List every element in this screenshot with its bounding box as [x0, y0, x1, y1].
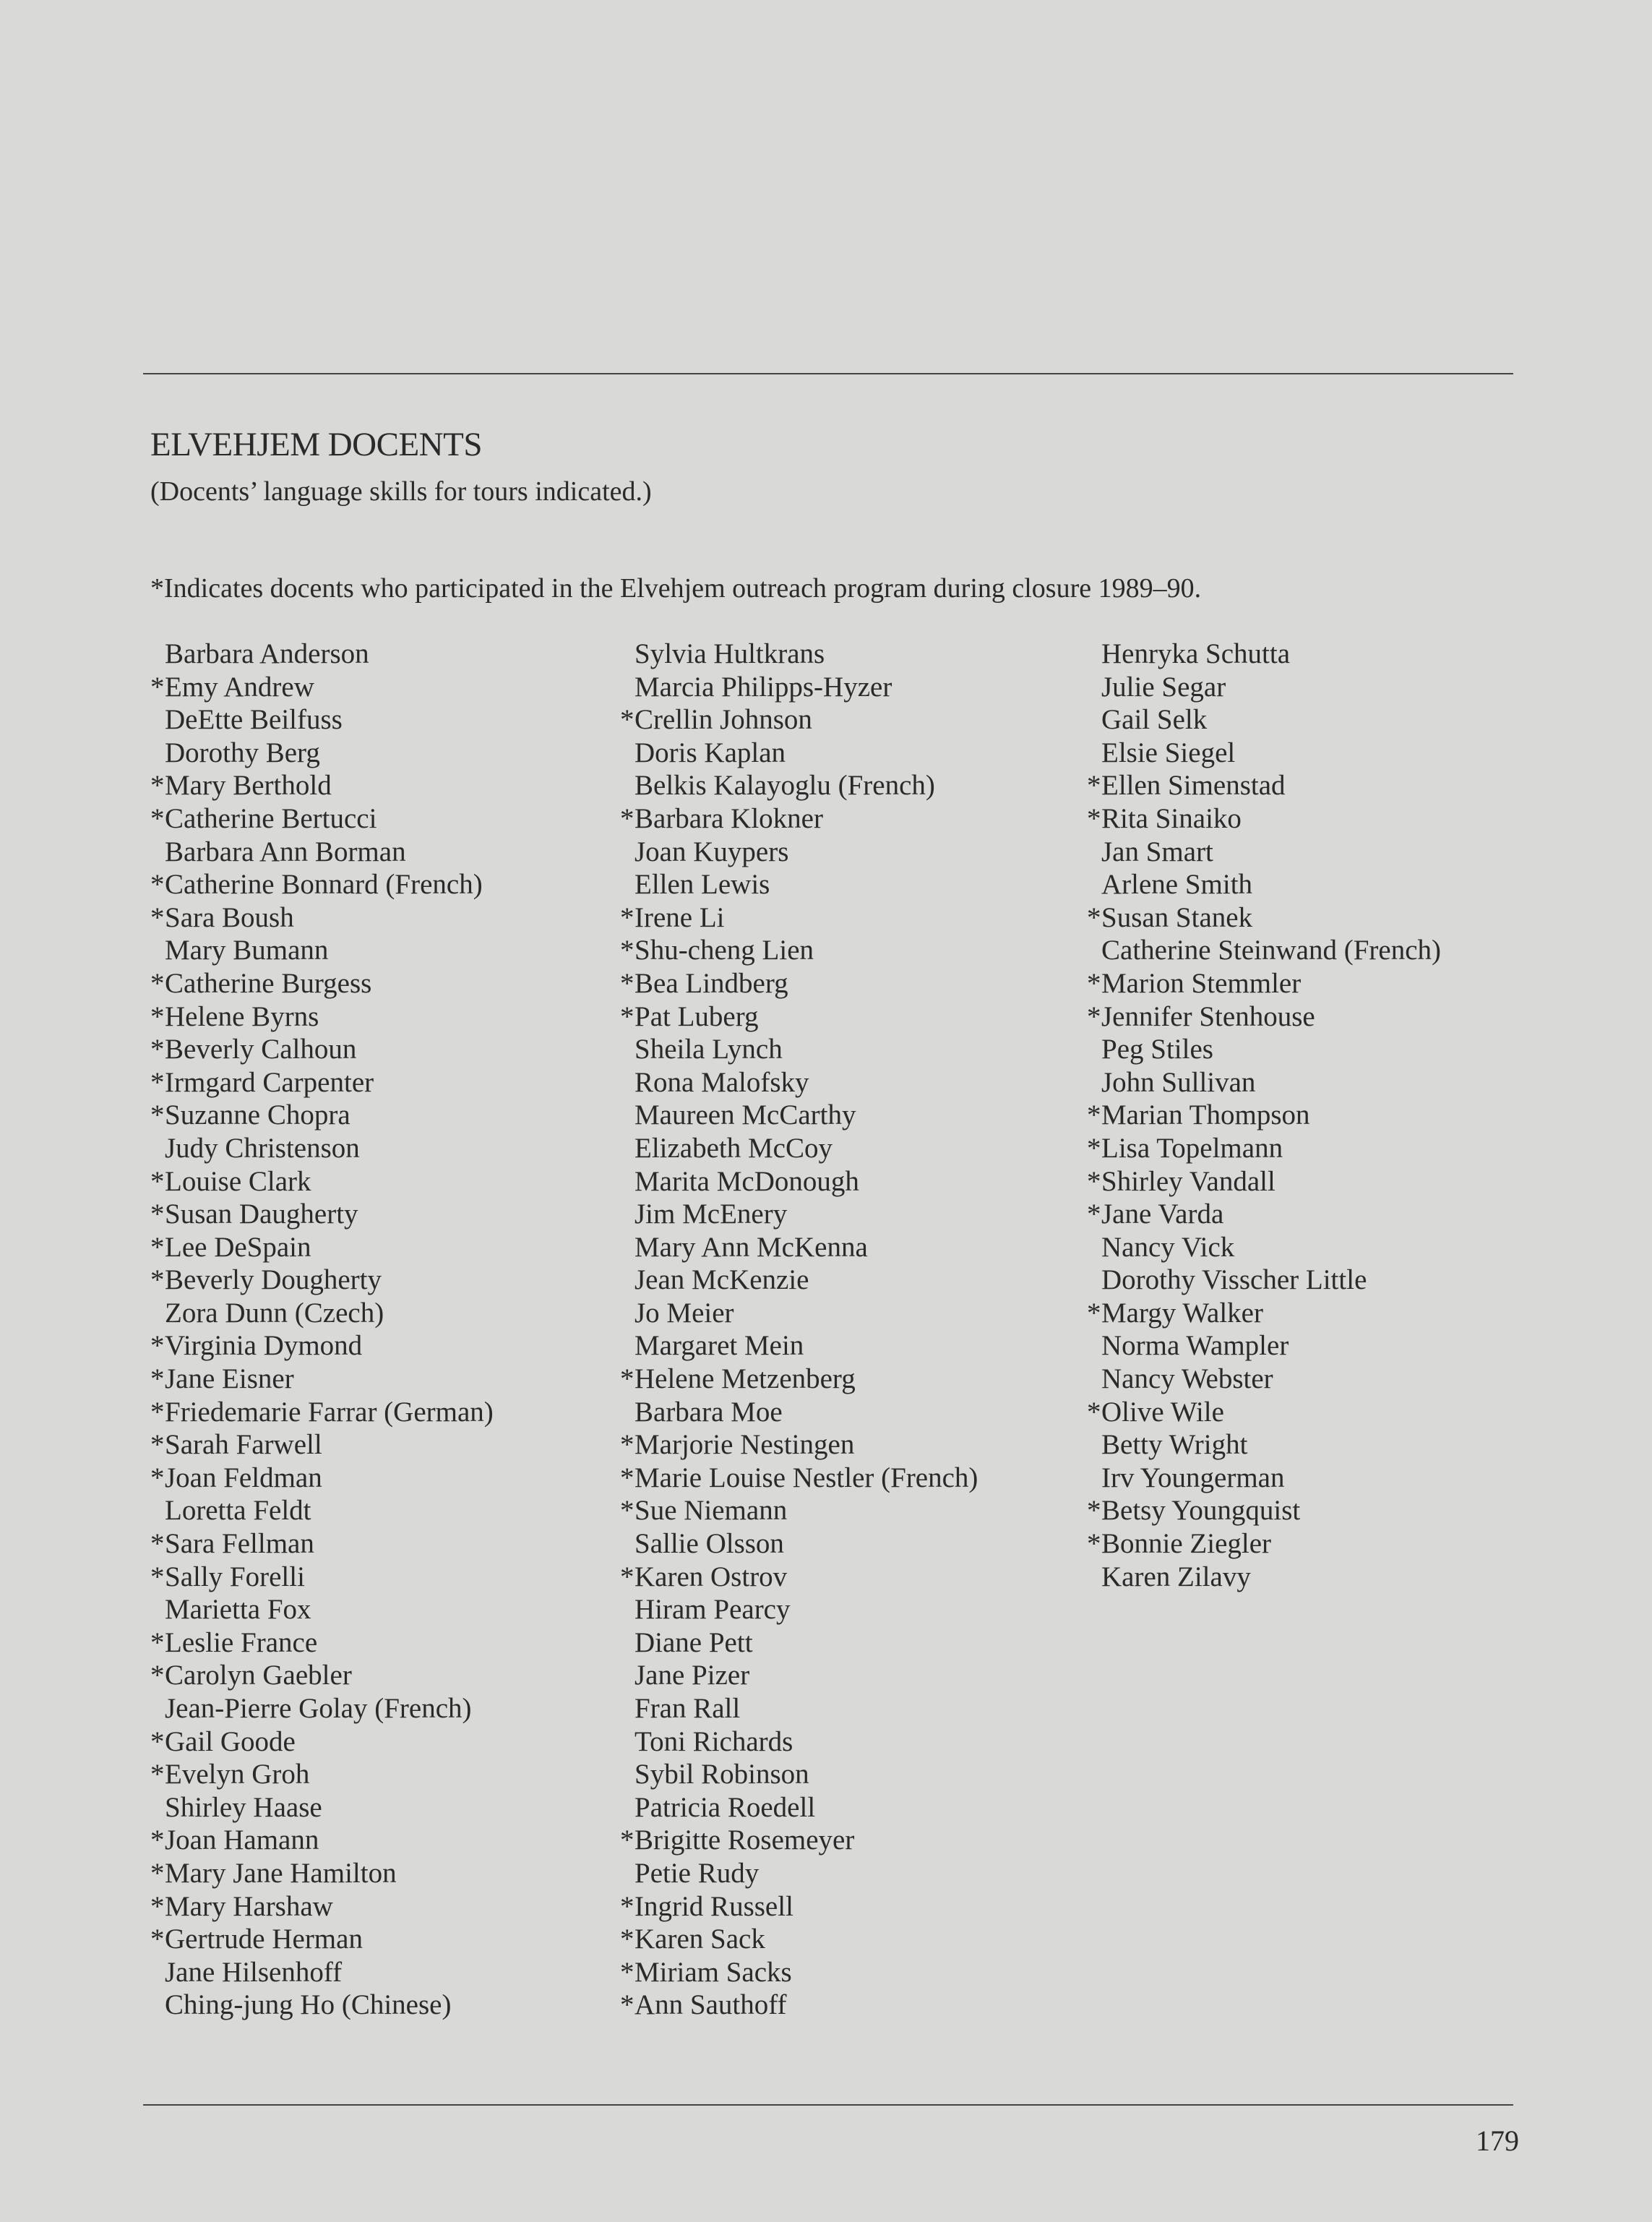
docent-name: Shu-cheng Lien — [634, 935, 814, 966]
docent-name: Bea Lindberg — [634, 967, 788, 999]
docent-name: Doris Kaplan — [634, 737, 786, 768]
outreach-asterisk: * — [620, 1989, 634, 2021]
docent-entry — [150, 1033, 494, 1066]
docent-name: Nancy Webster — [1101, 1363, 1273, 1395]
outreach-asterisk: * — [620, 967, 634, 999]
docent-name: John Sullivan — [1101, 1066, 1256, 1098]
outreach-asterisk: * — [1087, 1000, 1101, 1032]
outreach-asterisk: * — [1087, 1099, 1101, 1131]
docent-name: Sara Fellman — [165, 1528, 314, 1560]
outreach-asterisk: * — [620, 1561, 634, 1592]
docent-entry — [1087, 703, 1441, 737]
outreach-asterisk: * — [150, 1363, 165, 1395]
docent-entry — [150, 1626, 494, 1660]
docent-name: Maureen McCarthy — [634, 1099, 856, 1131]
docent-entry — [620, 1363, 978, 1396]
docent-name: Rita Sinaiko — [1101, 802, 1242, 834]
outreach-asterisk: * — [150, 967, 165, 999]
docent-name: DeEtte Beilfuss — [165, 704, 343, 736]
docent-name: Carolyn Gaebler — [165, 1660, 352, 1691]
outreach-asterisk: * — [150, 1330, 165, 1362]
docent-entry — [620, 1989, 978, 2022]
docent-name: Sylvia Hultkrans — [634, 638, 825, 669]
docent-entry — [150, 967, 494, 1000]
docent-name: Jan Smart — [1101, 836, 1213, 867]
docent-name: Mary Jane Hamilton — [165, 1857, 397, 1889]
docent-name: Shirley Vandall — [1101, 1165, 1275, 1197]
docent-entry — [620, 901, 978, 935]
docent-name: Gail Selk — [1101, 704, 1208, 736]
docent-name: Betty Wright — [1101, 1429, 1248, 1461]
outreach-asterisk: * — [620, 1890, 634, 1922]
docent-entry — [620, 802, 978, 836]
docent-name: Marie Louise Nestler (French) — [634, 1462, 978, 1493]
docent-name: Olive Wile — [1101, 1396, 1224, 1428]
docent-entry — [1087, 1132, 1441, 1165]
outreach-asterisk: * — [150, 1396, 165, 1428]
docent-name: Jean-Pierre Golay (French) — [165, 1693, 472, 1724]
docent-name: Marian Thompson — [1101, 1099, 1310, 1131]
docent-name: Mary Bumann — [165, 935, 329, 966]
docent-name: Margy Walker — [1101, 1297, 1263, 1329]
docent-entry — [620, 1231, 978, 1264]
docent-name: Suzanne Chopra — [165, 1099, 350, 1131]
docent-name: Catherine Bertucci — [165, 802, 377, 834]
docent-entry — [620, 1297, 978, 1330]
outreach-asterisk: * — [150, 1890, 165, 1922]
docent-name: Sally Forelli — [165, 1561, 305, 1592]
docent-entry — [620, 1593, 978, 1626]
docent-name: Ingrid Russell — [634, 1890, 793, 1922]
outreach-asterisk: * — [620, 901, 634, 933]
docent-name: Toni Richards — [634, 1725, 793, 1757]
outreach-asterisk: * — [150, 1626, 165, 1658]
docent-name: Joan Hamann — [165, 1824, 319, 1856]
docent-entry — [620, 934, 978, 967]
docent-entry — [150, 1659, 494, 1692]
docent-entry — [620, 1396, 978, 1429]
docent-entry — [1087, 868, 1441, 901]
docent-entry — [620, 1758, 978, 1791]
docent-name: Sarah Farwell — [165, 1429, 322, 1461]
docent-entry — [150, 868, 494, 901]
docent-name: Gail Goode — [165, 1725, 296, 1757]
docent-name: Loretta Feldt — [165, 1495, 311, 1527]
docent-name: Barbara Klokner — [634, 802, 823, 834]
docent-name: Elsie Siegel — [1101, 737, 1236, 768]
docent-entry — [150, 1725, 494, 1759]
docent-name: Shirley Haase — [165, 1791, 322, 1823]
docent-entry — [620, 967, 978, 1000]
docent-entry — [1087, 802, 1441, 836]
docent-entry — [620, 1692, 978, 1725]
docent-name: Arlene Smith — [1101, 869, 1253, 901]
outreach-asterisk: * — [150, 869, 165, 901]
docent-name: Fran Rall — [634, 1693, 741, 1724]
docent-entry — [620, 671, 978, 704]
docent-name: Virginia Dymond — [165, 1330, 363, 1362]
outreach-asterisk: * — [620, 1429, 634, 1461]
outreach-asterisk: * — [150, 1066, 165, 1098]
docent-entry — [620, 1956, 978, 1989]
docent-name: Crellin Johnson — [634, 704, 812, 736]
docent-entry — [1087, 1231, 1441, 1264]
outreach-asterisk: * — [150, 901, 165, 933]
docent-entry — [150, 1791, 494, 1824]
outreach-asterisk: * — [150, 1198, 165, 1230]
docent-name: Gertrude Herman — [165, 1923, 363, 1955]
outreach-asterisk: * — [150, 671, 165, 703]
docent-entry — [150, 836, 494, 869]
docent-entry — [1087, 1297, 1441, 1330]
docent-entry — [150, 1198, 494, 1231]
outreach-asterisk: * — [150, 1660, 165, 1691]
docent-name: Sheila Lynch — [634, 1034, 783, 1065]
docent-entry — [620, 1659, 978, 1692]
docent-name: Marcia Philipps-Hyzer — [634, 671, 892, 703]
docent-entry — [150, 1462, 494, 1495]
docent-entry — [620, 1264, 978, 1297]
outreach-asterisk: * — [1087, 1297, 1101, 1329]
docent-entry — [1087, 1066, 1441, 1099]
docent-name: Beverly Calhoun — [165, 1034, 357, 1065]
docent-entry — [150, 737, 494, 770]
docent-entry — [620, 1527, 978, 1561]
docent-entry — [150, 1000, 494, 1034]
docent-entry — [620, 1000, 978, 1034]
docent-entry — [620, 1132, 978, 1165]
docent-name: Brigitte Rosemeyer — [634, 1824, 855, 1856]
docent-name: Helene Byrns — [165, 1000, 319, 1032]
docent-name: Ellen Simenstad — [1101, 770, 1286, 802]
outreach-asterisk: * — [1087, 1495, 1101, 1527]
docent-name: Mary Berthold — [165, 770, 332, 802]
docent-entry — [620, 1923, 978, 1956]
docent-name: Sybil Robinson — [634, 1759, 809, 1790]
outreach-asterisk: * — [150, 1528, 165, 1560]
docent-entry — [150, 1297, 494, 1330]
outreach-asterisk: * — [150, 1034, 165, 1065]
docent-name: Ching-jung Ho (Chinese) — [165, 1989, 452, 2021]
docent-name: Barbara Moe — [634, 1396, 783, 1428]
docent-name: Friedemarie Farrar (German) — [165, 1396, 494, 1428]
bottom-rule — [143, 2104, 1513, 2106]
docent-entry — [150, 1956, 494, 1989]
docent-name: Julie Segar — [1101, 671, 1226, 703]
outreach-asterisk: * — [1087, 1165, 1101, 1197]
outreach-asterisk: * — [620, 1923, 634, 1955]
docent-entry — [1087, 967, 1441, 1000]
docent-name: Sara Boush — [165, 901, 294, 933]
docent-entry — [150, 671, 494, 704]
docent-name: Marjorie Nestingen — [634, 1429, 855, 1461]
docent-name: Emy Andrew — [165, 671, 314, 703]
docent-name: Helene Metzenberg — [634, 1363, 856, 1395]
outreach-asterisk: * — [1087, 1132, 1101, 1164]
docent-name: Louise Clark — [165, 1165, 311, 1197]
docent-name: Judy Christenson — [165, 1132, 360, 1164]
page-title: ELVEHJEM DOCENTS — [150, 426, 482, 463]
outreach-asterisk: * — [620, 1824, 634, 1856]
docent-entry — [1087, 1527, 1441, 1561]
docent-entry — [150, 1264, 494, 1297]
docent-entry — [150, 1132, 494, 1165]
docent-entry — [1087, 836, 1441, 869]
docent-name: Ellen Lewis — [634, 869, 770, 901]
docent-entry — [150, 1494, 494, 1527]
docent-column-2 — [620, 638, 978, 2022]
docent-entry — [1087, 1165, 1441, 1198]
docent-entry — [620, 1066, 978, 1099]
docent-name: Irene Li — [634, 901, 725, 933]
outreach-asterisk: * — [1087, 802, 1101, 834]
docent-entry — [620, 638, 978, 671]
docent-column-1 — [150, 638, 494, 2022]
outreach-asterisk: * — [150, 1824, 165, 1856]
outreach-asterisk: * — [150, 770, 165, 802]
outreach-asterisk: * — [150, 1561, 165, 1592]
docent-name: Lee DeSpain — [165, 1231, 311, 1263]
outreach-asterisk: * — [150, 1231, 165, 1263]
docent-name: Sue Niemann — [634, 1495, 788, 1527]
docent-name: Henryka Schutta — [1101, 638, 1291, 669]
docent-entry — [1087, 1000, 1441, 1034]
docent-entry — [620, 836, 978, 869]
docent-column-3 — [1087, 638, 1441, 1593]
docent-name: Jo Meier — [634, 1297, 734, 1329]
docent-entry — [620, 1626, 978, 1660]
docent-name: Jean McKenzie — [634, 1264, 809, 1296]
docent-name: Belkis Kalayoglu (French) — [634, 770, 935, 802]
outreach-asterisk: * — [620, 704, 634, 736]
docent-entry — [1087, 769, 1441, 802]
docent-entry — [150, 1857, 494, 1890]
outreach-asterisk: * — [1087, 901, 1101, 933]
docent-name: Leslie France — [165, 1626, 318, 1658]
docent-name: Dorothy Visscher Little — [1101, 1264, 1367, 1296]
docent-entry — [150, 1066, 494, 1099]
docent-name: Evelyn Groh — [165, 1759, 310, 1790]
docent-entry — [150, 901, 494, 935]
outreach-asterisk: * — [150, 1462, 165, 1493]
docent-entry — [620, 1462, 978, 1495]
docent-name: Betsy Youngquist — [1101, 1495, 1301, 1527]
docent-entry — [150, 1099, 494, 1132]
docent-name: Petie Rudy — [634, 1857, 760, 1889]
docent-name: Marion Stemmler — [1101, 967, 1302, 999]
docent-name: Ann Sauthoff — [634, 1989, 787, 2021]
docent-name: Pat Luberg — [634, 1000, 759, 1032]
asterisk-note: *Indicates docents who participated in the Elvehjem outreach program during closure 1989–90. — [150, 573, 1202, 604]
docent-name: Jane Hilsenhoff — [165, 1956, 343, 1988]
outreach-asterisk: * — [150, 1923, 165, 1955]
docent-name: Catherine Bonnard (French) — [165, 869, 483, 901]
docent-entry — [150, 802, 494, 836]
docent-name: Dorothy Berg — [165, 737, 320, 768]
outreach-asterisk: * — [620, 935, 634, 966]
docent-name: Marita McDonough — [634, 1165, 859, 1197]
docent-entry — [1087, 737, 1441, 770]
docent-name: Mary Harshaw — [165, 1890, 333, 1922]
docent-entry — [1087, 1099, 1441, 1132]
docent-entry — [150, 703, 494, 737]
docent-entry — [150, 1989, 494, 2022]
docent-entry — [150, 1923, 494, 1956]
docent-name: Jane Pizer — [634, 1660, 750, 1691]
docent-entry — [620, 868, 978, 901]
docent-entry — [620, 703, 978, 737]
docent-entry — [150, 1329, 494, 1363]
docent-entry — [150, 1231, 494, 1264]
docent-entry — [620, 1099, 978, 1132]
outreach-asterisk: * — [620, 1495, 634, 1527]
docent-entry — [150, 1561, 494, 1594]
outreach-asterisk: * — [1087, 1528, 1101, 1560]
outreach-asterisk: * — [150, 1857, 165, 1889]
docent-entry — [620, 1329, 978, 1363]
docent-entry — [620, 1890, 978, 1923]
docent-entry — [150, 1758, 494, 1791]
docent-name: Catherine Burgess — [165, 967, 372, 999]
docent-entry — [620, 737, 978, 770]
docent-name: Elizabeth McCoy — [634, 1132, 833, 1164]
docent-entry — [1087, 1561, 1441, 1594]
outreach-asterisk: * — [620, 1956, 634, 1988]
docent-name: Joan Feldman — [165, 1462, 322, 1493]
docent-entry — [1087, 638, 1441, 671]
docent-entry — [620, 1198, 978, 1231]
docent-name: Irmgard Carpenter — [165, 1066, 374, 1098]
docent-entry — [620, 1857, 978, 1890]
docent-entry — [620, 769, 978, 802]
docent-name: Barbara Anderson — [165, 638, 369, 669]
docent-entry — [620, 1494, 978, 1527]
docent-entry — [620, 1033, 978, 1066]
outreach-asterisk: * — [150, 1099, 165, 1131]
docent-name: Margaret Mein — [634, 1330, 804, 1362]
outreach-asterisk: * — [1087, 1396, 1101, 1428]
docent-entry — [150, 1363, 494, 1396]
outreach-asterisk: * — [620, 1363, 634, 1395]
outreach-asterisk: * — [150, 1725, 165, 1757]
docent-name: Joan Kuypers — [634, 836, 789, 867]
outreach-asterisk: * — [150, 802, 165, 834]
outreach-asterisk: * — [150, 1165, 165, 1197]
docent-entry — [1087, 1329, 1441, 1363]
outreach-asterisk: * — [620, 1000, 634, 1032]
docent-name: Peg Stiles — [1101, 1034, 1213, 1065]
outreach-asterisk: * — [150, 1264, 165, 1296]
docent-name: Marietta Fox — [165, 1594, 311, 1626]
docent-name: Irv Youngerman — [1101, 1462, 1285, 1493]
docent-name: Barbara Ann Borman — [165, 836, 406, 867]
docent-name: Jane Varda — [1101, 1198, 1224, 1230]
docent-entry — [150, 1824, 494, 1857]
docent-name: Diane Pett — [634, 1626, 753, 1658]
docent-name: Susan Stanek — [1101, 901, 1253, 933]
docent-entry — [150, 1396, 494, 1429]
outreach-asterisk: * — [150, 1759, 165, 1790]
page-subtitle: (Docents’ language skills for tours indicated.) — [150, 476, 652, 507]
docent-entry — [1087, 1428, 1441, 1462]
docent-name: Rona Malofsky — [634, 1066, 809, 1098]
docent-name: Mary Ann McKenna — [634, 1231, 868, 1263]
docent-name: Karen Sack — [634, 1923, 765, 1955]
docent-entry — [1087, 1198, 1441, 1231]
outreach-asterisk: * — [1087, 967, 1101, 999]
docent-entry — [1087, 901, 1441, 935]
outreach-asterisk: * — [1087, 1198, 1101, 1230]
docent-name: Bonnie Ziegler — [1101, 1528, 1272, 1560]
docent-entry — [620, 1824, 978, 1857]
docent-name: Norma Wampler — [1101, 1330, 1289, 1362]
docent-entry — [150, 934, 494, 967]
docent-entry — [1087, 1462, 1441, 1495]
docent-name: Karen Zilavy — [1101, 1561, 1251, 1592]
docent-name: Nancy Vick — [1101, 1231, 1235, 1263]
docent-name: Sallie Olsson — [634, 1528, 784, 1560]
docent-name: Jane Eisner — [165, 1363, 294, 1395]
outreach-asterisk: * — [150, 1000, 165, 1032]
outreach-asterisk: * — [620, 802, 634, 834]
docent-name: Miriam Sacks — [634, 1956, 792, 1988]
docent-entry — [620, 1725, 978, 1759]
docent-entry — [150, 1593, 494, 1626]
docent-name: Beverly Dougherty — [165, 1264, 382, 1296]
outreach-asterisk: * — [620, 1462, 634, 1493]
outreach-asterisk: * — [1087, 770, 1101, 802]
docent-entry — [1087, 1396, 1441, 1429]
docent-entry — [150, 1890, 494, 1923]
docent-entry — [1087, 671, 1441, 704]
docent-entry — [620, 1561, 978, 1594]
docent-name: Zora Dunn (Czech) — [165, 1297, 384, 1329]
docent-entry — [620, 1791, 978, 1824]
docent-entry — [1087, 1033, 1441, 1066]
docent-name: Hiram Pearcy — [634, 1594, 791, 1626]
docent-name: Catherine Steinwand (French) — [1101, 935, 1442, 966]
docent-name: Jim McEnery — [634, 1198, 788, 1230]
docent-name: Patricia Roedell — [634, 1791, 816, 1823]
docent-name: Jennifer Stenhouse — [1101, 1000, 1315, 1032]
docent-entry — [1087, 1494, 1441, 1527]
docent-entry — [1087, 934, 1441, 967]
docent-entry — [150, 638, 494, 671]
docent-entry — [620, 1165, 978, 1198]
docent-name: Lisa Topelmann — [1101, 1132, 1283, 1164]
docent-entry — [1087, 1264, 1441, 1297]
docent-entry — [150, 1692, 494, 1725]
page-number: 179 — [1476, 2124, 1519, 2157]
docent-entry — [150, 1527, 494, 1561]
top-rule — [143, 373, 1513, 374]
docent-entry — [150, 1428, 494, 1462]
docent-name: Susan Daugherty — [165, 1198, 358, 1230]
docent-entry — [620, 1428, 978, 1462]
docent-entry — [150, 769, 494, 802]
docent-name: Karen Ostrov — [634, 1561, 788, 1592]
docent-entry — [1087, 1363, 1441, 1396]
docent-entry — [150, 1165, 494, 1198]
outreach-asterisk: * — [150, 1429, 165, 1461]
